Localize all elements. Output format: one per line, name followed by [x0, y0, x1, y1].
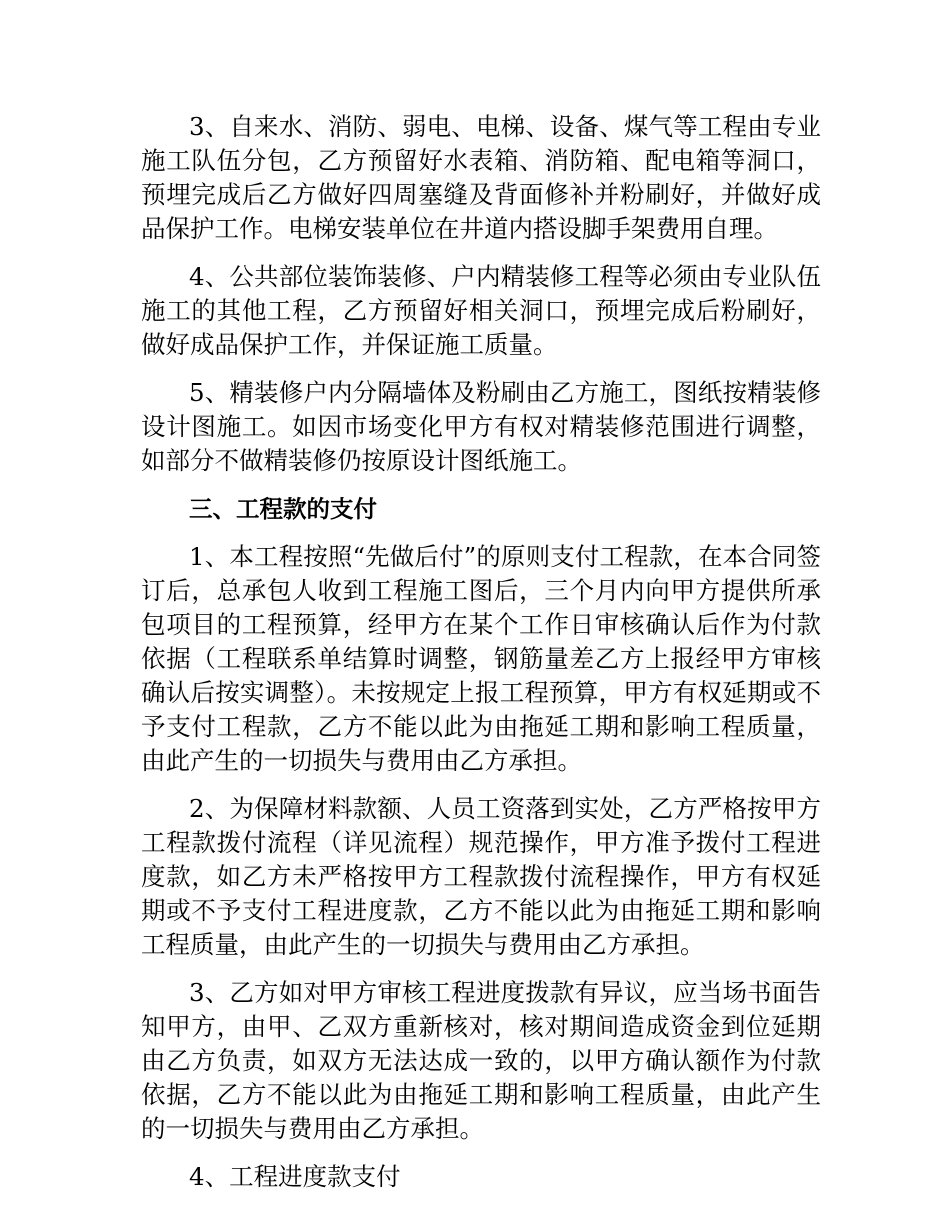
clause-3-subcontracting: 3、自来水、消防、弱电、电梯、设备、煤气等工程由专业施工队伍分包，乙方预留好水表箱、消防箱、配电箱等洞口，预埋完成后乙方做好四周塞缝及背面修补并粉刷好，并做好成品保护工作。电梯安装单位在井道内搭设脚手架费用自理。: [141, 112, 821, 243]
section-heading-payment: 三、工程款的支付: [189, 495, 377, 523]
clause-5-fine-decoration: 5、精装修户内分隔墙体及粉刷由乙方施工，图纸按精装修设计图施工。如因市场变化甲方有权对精装修范围进行调整，如部分不做精装修仍按原设计图纸施工。: [141, 378, 821, 475]
clause-4-public-decoration: 4、公共部位装饰装修、户内精装修工程等必须由专业队伍施工的其他工程，乙方预留好相关洞口，预埋完成后粉刷好，做好成品保护工作，并保证施工质量。: [141, 262, 821, 359]
payment-clause-4: 4、工程进度款支付: [189, 1162, 401, 1191]
payment-clause-2: 2、为保障材料款额、人员工资落到实处，乙方严格按甲方工程款拨付流程（详见流程）规范操作，甲方准予拨付工程进度款，如乙方未严格按甲方工程款拨付流程操作，甲方有权延期或不予支付工程进度款，乙方不能以此为由拖延工期和影响工程质量，由此产生的一切损失与费用由乙方承担。: [141, 794, 821, 959]
document-body: [141, 110, 821, 1208]
payment-clause-1: 1、本工程按照“先做后付”的原则支付工程款，在本合同签订后，总承包人收到工程施工图后，三个月内向甲方提供所承包项目的工程预算，经甲方在某个工作日审核确认后作为付款依据（工程联系单结算时调整，钢筋量差乙方上报经甲方审核确认后按实调整）。未按规定上报工程预算，甲方有权延期或不予支付工程款，乙方不能以此为由拖延工期和影响工程质量，由此产生的一切损失与费用由乙方承担。: [141, 542, 821, 775]
payment-clause-3: 3、乙方如对甲方审核工程进度拨款有异议，应当场书面告知甲方，由甲、乙双方重新核对，核对期间造成资金到位延期由乙方负责，如双方无法达成一致的，以甲方确认额作为付款依据，乙方不能以此为由拖延工期和影响工程质量，由此产生的一切损失与费用由乙方承担。: [141, 978, 821, 1143]
